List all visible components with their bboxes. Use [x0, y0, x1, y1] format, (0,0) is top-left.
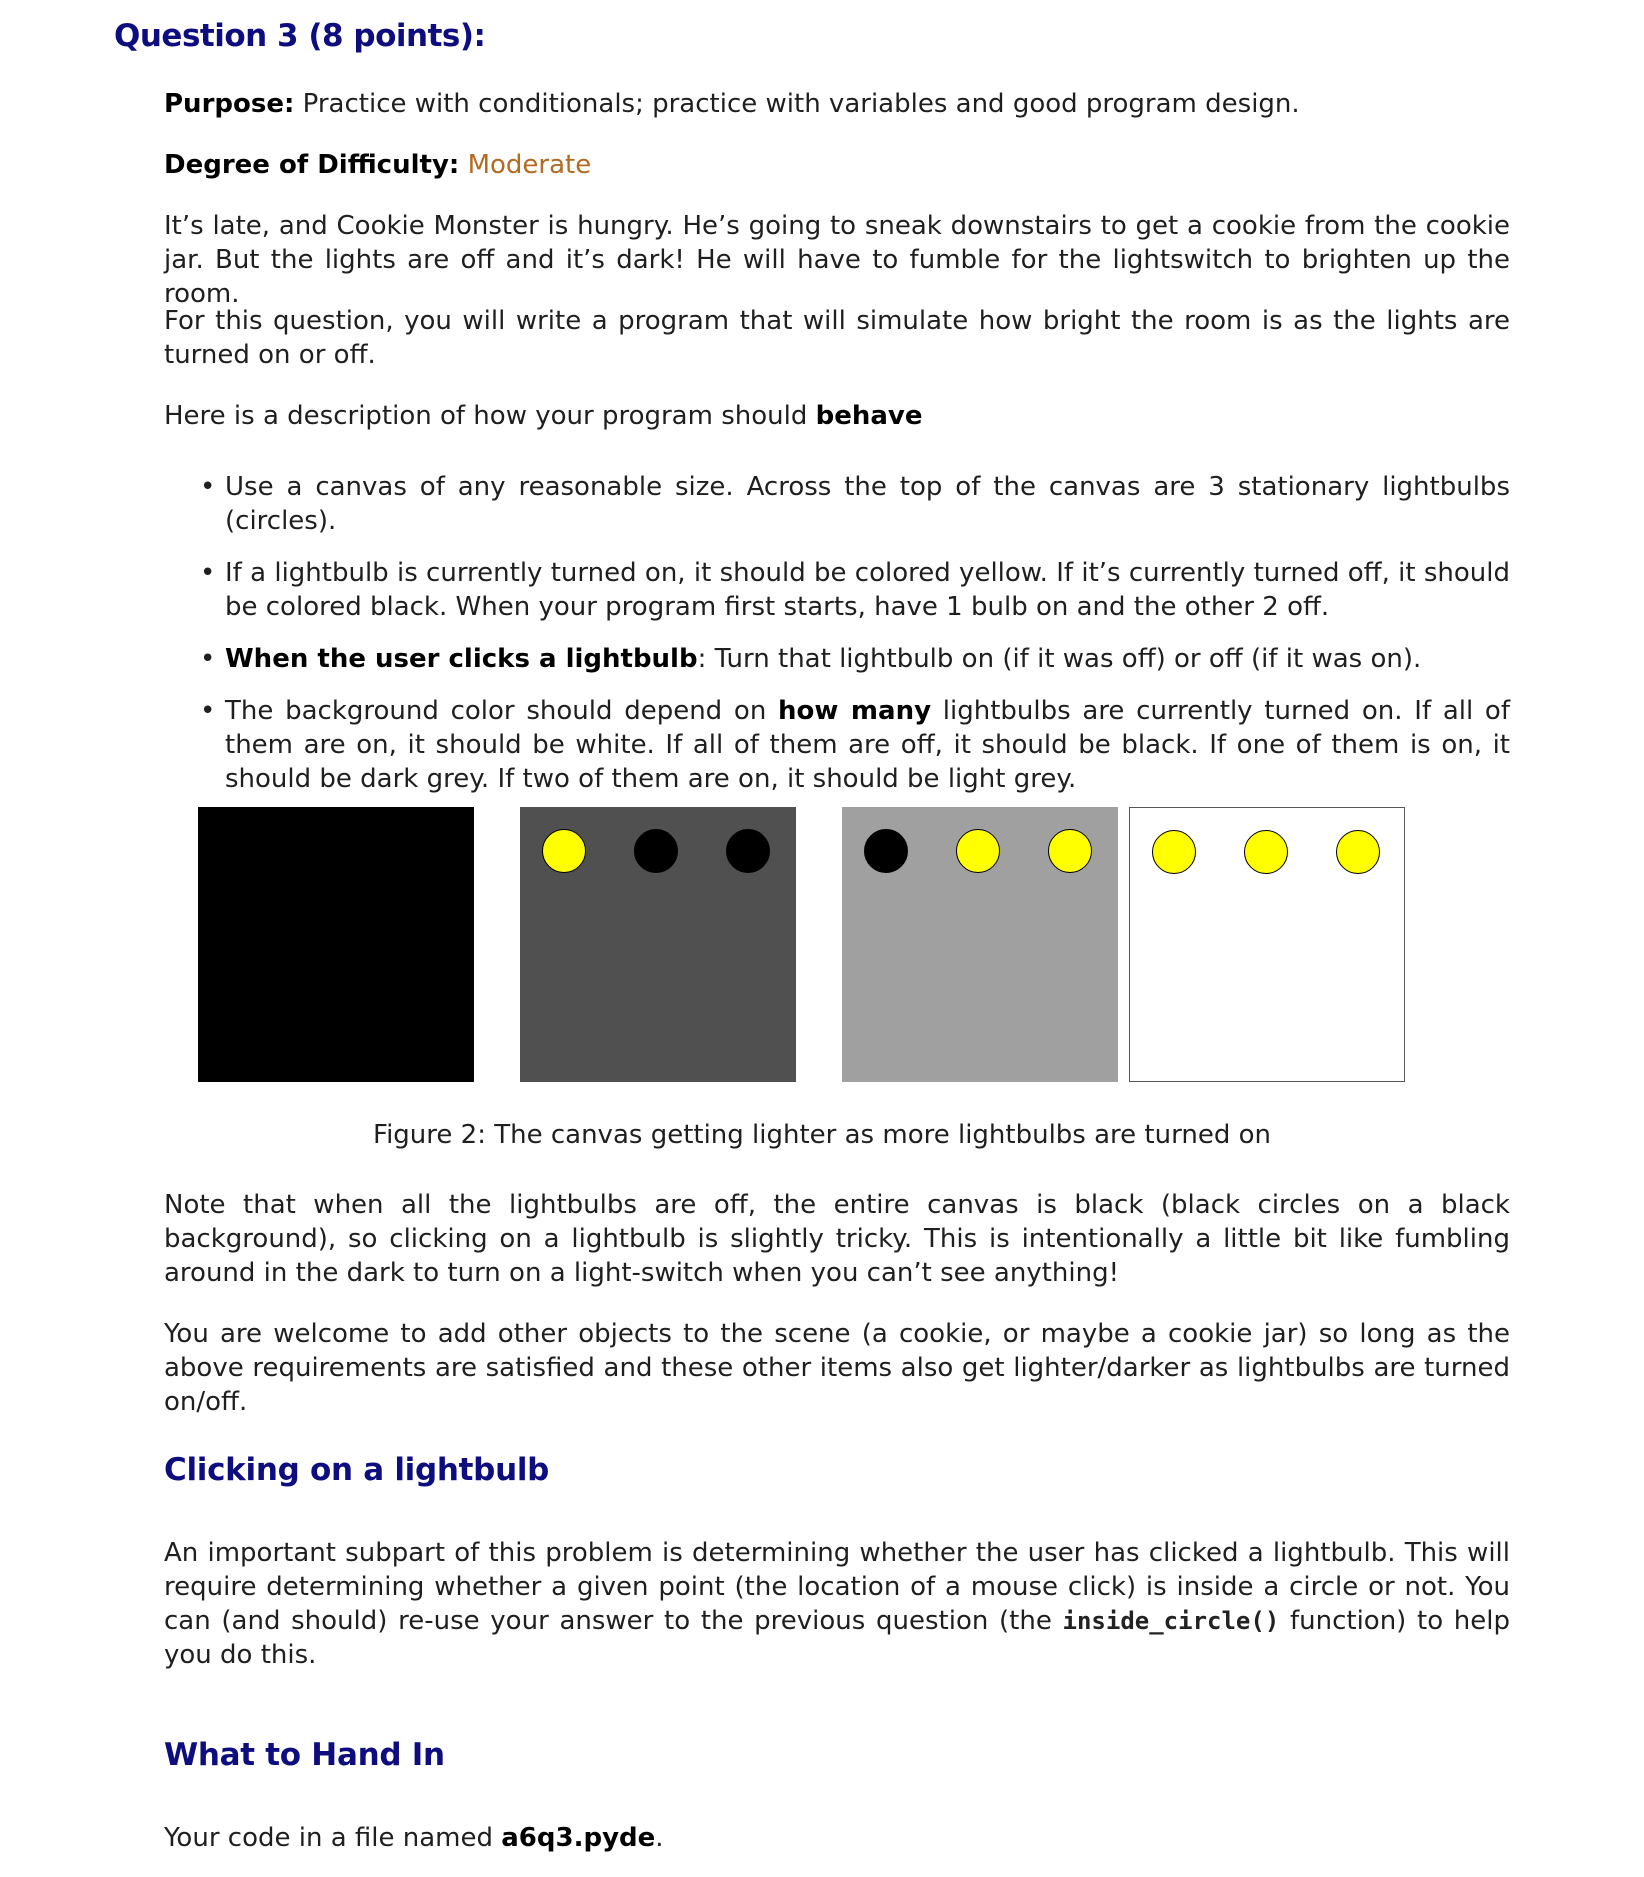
inside-circle-code: inside_circle() — [1062, 1607, 1280, 1635]
bullet-icon: • — [200, 644, 216, 674]
task-paragraph: For this question, you will write a program that will simulate how bright the room is as the lights are turned on or off. — [164, 306, 1510, 370]
handin-paragraph — [164, 1821, 1510, 1855]
lightbulb-on — [542, 829, 586, 873]
purpose-line — [164, 87, 1510, 121]
bullet-4-post: lightbulbs are currently turned on. If all of them are on, it should be white. If all of them are off, it should be black. If one of them is on, it should be dark grey. If two of them are on, it should be light grey. — [225, 696, 1510, 794]
bullet-3-text: : Turn that lightbulb on (if it was off) or off (if it was on). — [697, 644, 1422, 674]
lightbulb-on — [1152, 830, 1196, 874]
list-item — [200, 470, 1510, 538]
lightbulb-off — [220, 829, 264, 873]
difficulty-label: Degree of Difficulty: — [164, 150, 460, 180]
behave-bold: behave — [815, 401, 923, 431]
behavior-list — [200, 470, 1510, 796]
canvas-all-on — [1129, 807, 1405, 1082]
bullet-icon: • — [200, 696, 216, 726]
bullet-text-1: Use a canvas of any reasonable size. Across the top of the canvas are 3 stationary lightbulbs (circles). — [225, 472, 1510, 536]
bullet-3-bold: When the user clicks a lightbulb — [225, 644, 698, 674]
behave-line — [164, 399, 1510, 433]
difficulty-line — [164, 148, 1510, 182]
lightbulb-off — [864, 829, 908, 873]
bullet-4-bold: how many — [778, 696, 932, 726]
canvas-one-on — [520, 807, 796, 1082]
lightbulb-off — [634, 829, 678, 873]
handin-text-post: . — [655, 1823, 664, 1853]
bullet-text-2: If a lightbulb is currently turned on, it should be colored yellow. If it’s currently turned off, it should be colored black. When your program first starts, have 1 bulb on and the other 2 off. — [225, 558, 1510, 622]
difficulty-value: Moderate — [467, 150, 592, 180]
lightbulb-off — [312, 829, 356, 873]
lightbulb-on — [1048, 829, 1092, 873]
intro-paragraph: It’s late, and Cookie Monster is hungry. He’s going to sneak downstairs to get a cookie from the cookie jar. But the lights are off and it’s dark! He will have to fumble for the lightswitch to brighten up the room. — [164, 211, 1510, 309]
list-item — [200, 556, 1510, 624]
list-item — [200, 694, 1510, 796]
question-title: Question 3 (8 points): — [114, 18, 486, 54]
lightbulb-off — [404, 829, 448, 873]
lightbulb-off — [726, 829, 770, 873]
purpose-label: Purpose: — [164, 89, 295, 119]
lightbulb-on — [1336, 830, 1380, 874]
section-heading-handin: What to Hand In — [164, 1737, 445, 1773]
section-heading-clicking: Clicking on a lightbulb — [164, 1452, 550, 1488]
clicking-text-pre: An important subpart of this problem is determining whether the user has clicked a lightbulb. This will require determining whether a given point (the location of a mouse click) is inside a circle or not. You can (and should) re-use your answer to the previous question (the — [164, 1538, 1510, 1636]
purpose-text: Practice with conditionals; practice with variables and good program design. — [294, 89, 1300, 119]
lightbulb-on — [1244, 830, 1288, 874]
bullet-icon: • — [200, 472, 216, 502]
lightbulb-on — [956, 829, 1000, 873]
clicking-text-post: function) to help you do this. — [164, 1606, 1510, 1670]
figure-caption: Figure 2: The canvas getting lighter as more lightbulbs are turned on — [373, 1120, 1271, 1150]
bullet-icon: • — [200, 558, 216, 588]
handin-text-pre: Your code in a file named — [164, 1823, 502, 1853]
canvas-two-on — [842, 807, 1118, 1082]
welcome-paragraph: You are welcome to add other objects to the scene (a cookie, or maybe a cookie jar) so long as the above requirements are satisfied and these other items also get lighter/darker as lightbulbs are turned on/off. — [164, 1319, 1510, 1417]
canvas-all-off — [198, 807, 474, 1082]
list-item — [200, 642, 1510, 676]
note-paragraph: Note that when all the lightbulbs are off, the entire canvas is black (black circles on a black background), so clicking on a lightbulb is slightly tricky. This is intentionally a little bit like fumbling around in the dark to turn on a light-switch when you can’t see anything! — [164, 1190, 1510, 1288]
handin-filename: a6q3.pyde — [501, 1823, 656, 1853]
clicking-paragraph — [164, 1536, 1510, 1672]
behave-text: Here is a description of how your program should — [164, 401, 816, 431]
bullet-4-pre: The background color should depend on — [225, 696, 779, 726]
